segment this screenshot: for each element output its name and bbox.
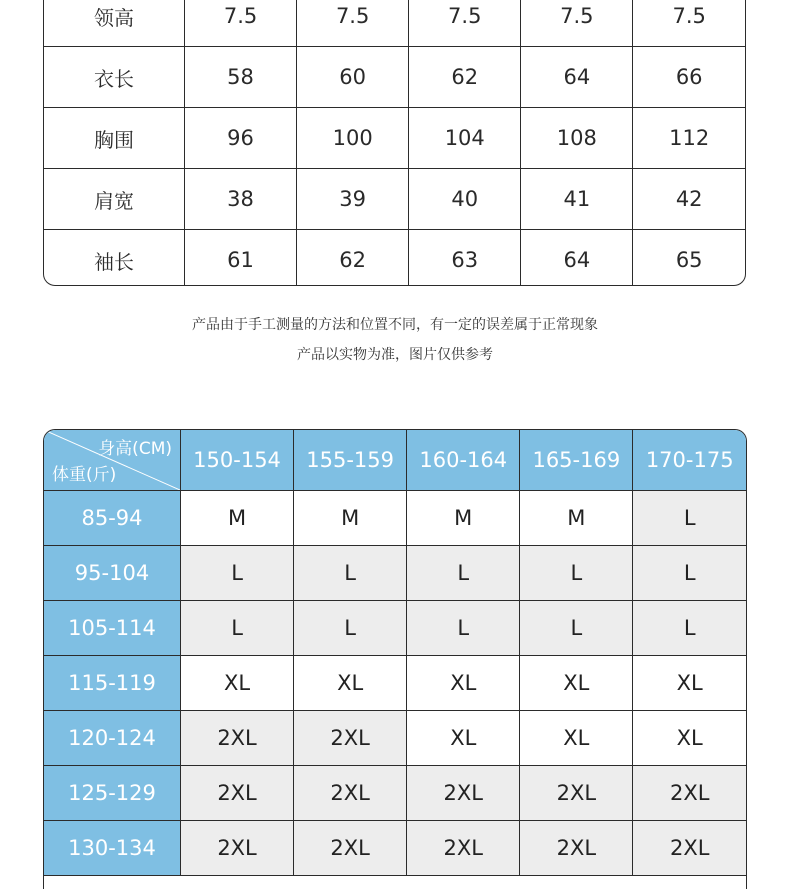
size-cell: L (407, 546, 520, 601)
cell: 7.5 (185, 0, 297, 47)
height-column-header: 165-169 (520, 430, 633, 491)
table-row (44, 711, 746, 766)
height-column-header: 170-175 (633, 430, 746, 491)
cell: 112 (633, 108, 745, 169)
cell: 7.5 (521, 0, 633, 47)
size-cell: 2XL (407, 766, 520, 821)
size-cell: XL (181, 656, 294, 711)
weight-row-header: 115-119 (44, 656, 181, 711)
size-cell: L (294, 601, 407, 656)
row-label: 胸围 (44, 108, 185, 169)
size-cell: XL (407, 711, 520, 766)
weight-row-header: 105-114 (44, 601, 181, 656)
size-cell: 2XL (294, 711, 407, 766)
height-column-header: 150-154 (181, 430, 294, 491)
cell: 7.5 (409, 0, 521, 47)
size-cell: L (181, 601, 294, 656)
cell: 61 (185, 230, 297, 287)
row-label: 衣长 (44, 47, 185, 108)
height-column-header: 155-159 (294, 430, 407, 491)
cell: 38 (185, 169, 297, 230)
size-cell: XL (633, 656, 746, 711)
cell: 66 (633, 47, 745, 108)
size-cell: M (294, 491, 407, 546)
cell: 60 (297, 47, 409, 108)
size-cell: XL (520, 656, 633, 711)
row-label: 肩宽 (44, 169, 185, 230)
cell: 63 (409, 230, 521, 287)
size-cell: 2XL (181, 821, 294, 876)
table-row (44, 491, 746, 546)
cell: 58 (185, 47, 297, 108)
cell: 42 (633, 169, 745, 230)
cell: 64 (521, 47, 633, 108)
weight-axis-label: 体重(斤) (52, 465, 117, 485)
weight-row-header: 85-94 (44, 491, 181, 546)
cell: 7.5 (297, 0, 409, 47)
size-cell: XL (294, 656, 407, 711)
table-row (44, 601, 746, 656)
cell: 40 (409, 169, 521, 230)
cell: 39 (297, 169, 409, 230)
header-row (44, 430, 746, 491)
weight-row-header: 95-104 (44, 546, 181, 601)
size-cell: 2XL (407, 821, 520, 876)
size-cell: L (181, 546, 294, 601)
size-cell: 2XL (294, 766, 407, 821)
weight-row-header: 120-124 (44, 711, 181, 766)
size-cell: M (407, 491, 520, 546)
weight-row-header: 125-129 (44, 766, 181, 821)
cell: 62 (409, 47, 521, 108)
size-cell: 2XL (181, 766, 294, 821)
measurement-note: 产品由于手工测量的方法和位置不同，有一定的误差属于正常现象 (192, 317, 598, 333)
table-row (44, 108, 745, 169)
cell: 100 (297, 108, 409, 169)
table-row (44, 766, 746, 821)
cell: 64 (521, 230, 633, 287)
cell: 65 (675, 248, 703, 272)
table-row (44, 546, 746, 601)
size-cell: XL (520, 711, 633, 766)
table-row (44, 47, 745, 108)
size-chart-table (43, 429, 747, 889)
table-row (44, 0, 745, 47)
measurement-table (43, 0, 746, 286)
weight-row-header: 130-134 (44, 821, 181, 876)
size-cell: 2XL (294, 821, 407, 876)
cell: 108 (521, 108, 633, 169)
table-row (44, 656, 746, 711)
height-column-header: 160-164 (407, 430, 520, 491)
height-axis-label: 身高(CM) (98, 439, 172, 459)
row-label: 袖长 (44, 230, 185, 287)
cell: 62 (297, 230, 409, 287)
size-cell: L (633, 491, 746, 546)
size-cell: L (633, 601, 746, 656)
size-cell: L (520, 601, 633, 656)
size-cell: 2XL (520, 766, 633, 821)
size-cell: 2XL (633, 766, 746, 821)
size-cell: M (520, 491, 633, 546)
size-cell: L (407, 601, 520, 656)
size-cell: 2XL (633, 821, 746, 876)
corner-header (44, 430, 181, 491)
size-cell: L (633, 546, 746, 601)
size-cell: M (181, 491, 294, 546)
row-label: 领高 (44, 0, 185, 47)
size-cell: XL (407, 656, 520, 711)
cell: 41 (521, 169, 633, 230)
disclaimer-note: 产品以实物为准，图片仅供参考 (297, 347, 493, 363)
size-cell: XL (633, 711, 746, 766)
cell: 104 (409, 108, 521, 169)
size-cell: 2XL (181, 711, 294, 766)
cell: 7.5 (633, 0, 745, 47)
size-cell: L (520, 546, 633, 601)
table-row (44, 230, 745, 287)
size-cell: L (294, 546, 407, 601)
table-row (44, 821, 746, 876)
table-row (44, 169, 745, 230)
cell: 96 (185, 108, 297, 169)
size-cell: 2XL (520, 821, 633, 876)
